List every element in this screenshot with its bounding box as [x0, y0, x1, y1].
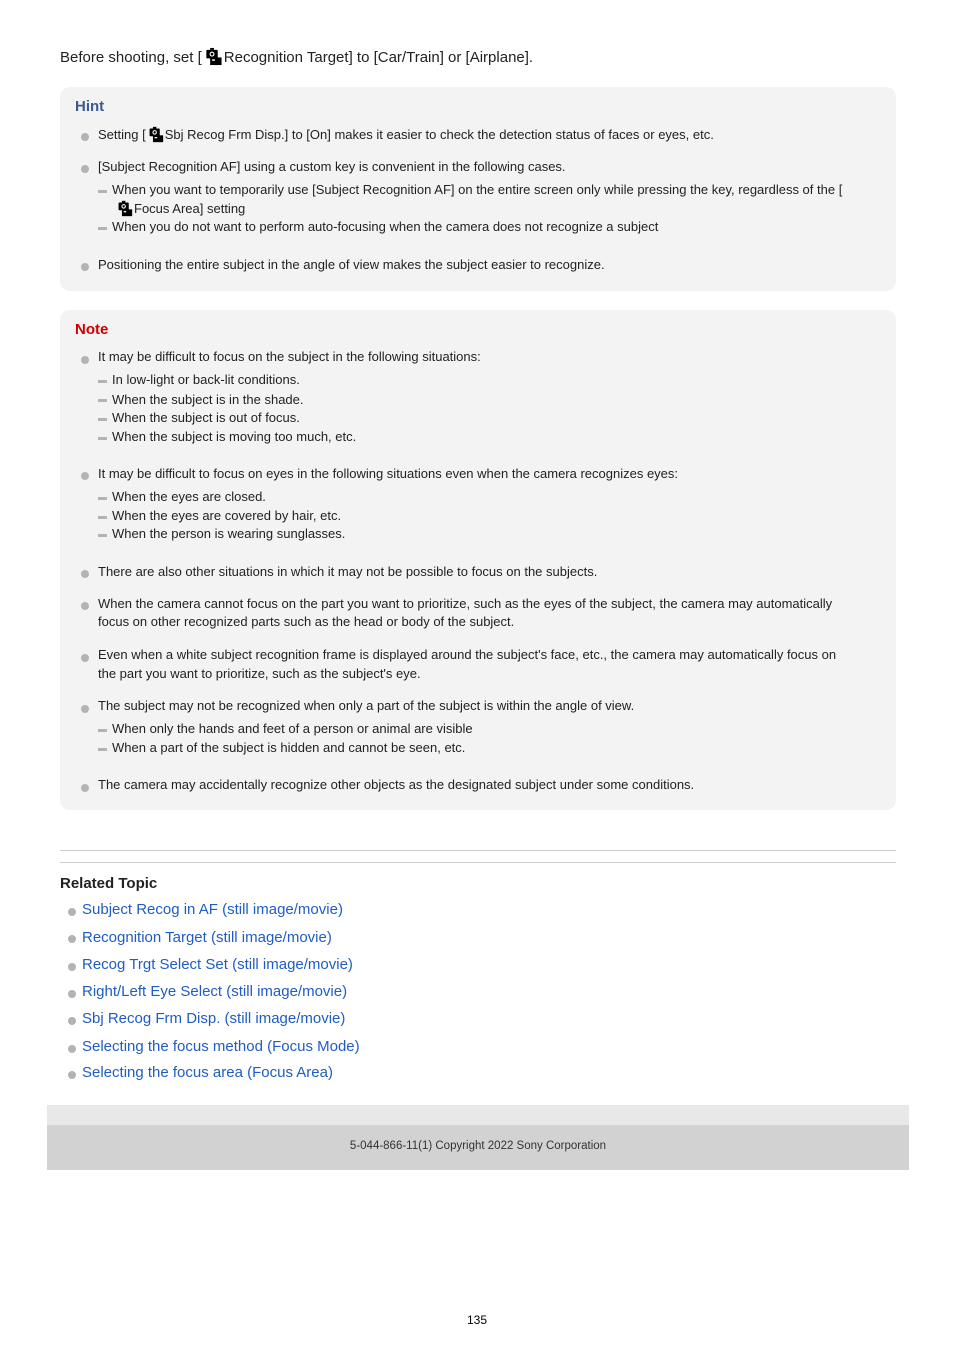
- hint-sub-1-line2-text: Focus Area] setting: [134, 201, 246, 216]
- subject-recognition-camera-icon: [147, 126, 164, 143]
- note-item-2: It may be difficult to focus on eyes in the following situations even when the camera recognizes eyes:: [98, 466, 679, 481]
- bullet-icon: [68, 1045, 76, 1053]
- subject-recognition-camera-icon: [116, 200, 133, 217]
- related-link-focus-mode[interactable]: Selecting the focus method (Focus Mode): [82, 1038, 360, 1055]
- bullet-icon: [81, 784, 89, 792]
- hint-title: Hint: [75, 98, 105, 115]
- dash-icon: [98, 380, 107, 383]
- dash-icon: [98, 437, 107, 440]
- note-item-6-sub-1: When only the hands and feet of a person or animal are visible: [112, 721, 473, 736]
- hint-item-3: Positioning the entire subject in the angle of view makes the subject easier to recognize.: [98, 257, 605, 272]
- bullet-icon: [68, 1017, 76, 1025]
- copyright-text: 5-044-866-11(1) Copyright 2022 Sony Corporation: [349, 1140, 607, 1152]
- bullet-icon: [81, 356, 89, 364]
- footer: [47, 1125, 909, 1170]
- hint-sub-1-line1: When you want to temporarily use [Subject Recognition AF] on the entire screen only while pressing the key, regardless of the [: [112, 182, 843, 197]
- intro-before: Before shooting, set [: [60, 49, 202, 66]
- hint-box: [60, 87, 896, 291]
- bullet-icon: [81, 654, 89, 662]
- dash-icon: [98, 190, 107, 193]
- note-item-1-sub-4: When the subject is moving too much, etc.: [112, 429, 357, 444]
- note-item-6-sub-2: When a part of the subject is hidden and cannot be seen, etc.: [112, 740, 466, 755]
- bullet-icon: [81, 705, 89, 713]
- dash-icon: [98, 534, 107, 537]
- bullet-icon: [81, 602, 89, 610]
- note-item-5-line2: the part you want to prioritize, such as the subject's eye.: [98, 666, 421, 681]
- note-item-2-sub-1: When the eyes are closed.: [112, 489, 266, 504]
- note-item-2-sub-2: When the eyes are covered by hair, etc.: [112, 508, 342, 523]
- related-link-recog-trgt-select-set[interactable]: Recog Trgt Select Set (still image/movie): [82, 956, 353, 973]
- divider: [60, 850, 896, 851]
- intro-text: [60, 47, 533, 66]
- bullet-icon: [81, 472, 89, 480]
- note-title: Note: [75, 321, 109, 338]
- dash-icon: [98, 748, 107, 751]
- intro-after: Recognition Target] to [Car/Train] or [Airplane].: [223, 49, 534, 66]
- dash-icon: [98, 516, 107, 519]
- dash-icon: [98, 399, 107, 402]
- note-box: [60, 310, 896, 810]
- bullet-icon: [68, 1071, 76, 1079]
- note-item-2-sub-3: When the person is wearing sunglasses.: [112, 526, 346, 541]
- note-item-7: The camera may accidentally recognize other objects as the designated subject under some conditions.: [98, 777, 695, 792]
- note-item-3: There are also other situations in which it may not be possible to focus on the subjects.: [98, 564, 598, 579]
- note-item-1-sub-3: When the subject is out of focus.: [112, 410, 300, 425]
- bullet-icon: [81, 133, 89, 141]
- note-item-4-line2: focus on other recognized parts such as the head or body of the subject.: [98, 614, 515, 629]
- note-item-5-line1: Even when a white subject recognition frame is displayed around the subject's face, etc., the camera may automatically focus on: [98, 647, 837, 662]
- bullet-icon: [81, 165, 89, 173]
- related-link-recognition-target[interactable]: Recognition Target (still image/movie): [82, 929, 332, 946]
- dash-icon: [98, 418, 107, 421]
- related-topic-title: Related Topic: [60, 875, 158, 892]
- hint-sub-1-line2: [115, 200, 245, 219]
- bullet-icon: [68, 990, 76, 998]
- bullet-icon: [68, 935, 76, 943]
- hint-sub-2: When you do not want to perform auto-focusing when the camera does not recognize a subject: [112, 219, 659, 234]
- hint-item-1-after: Sbj Recog Frm Disp.] to [On] makes it easier to check the detection status of faces or eyes, etc.: [164, 127, 714, 142]
- bullet-icon: [81, 570, 89, 578]
- divider: [60, 862, 896, 863]
- dash-icon: [98, 729, 107, 732]
- bullet-icon: [68, 963, 76, 971]
- dash-icon: [98, 497, 107, 500]
- hint-item-2: [Subject Recognition AF] using a custom key is convenient in the following cases.: [98, 159, 566, 174]
- note-item-1-sub-2: When the subject is in the shade.: [112, 392, 304, 407]
- subject-recognition-camera-icon: [203, 47, 223, 66]
- footer-top-band: [47, 1105, 909, 1125]
- bullet-icon: [81, 263, 89, 271]
- hint-item-1: [98, 126, 714, 145]
- note-item-4-line1: When the camera cannot focus on the part you want to prioritize, such as the eyes of the subject, the camera may automatically: [98, 596, 833, 611]
- related-link-subject-recog-af[interactable]: Subject Recog in AF (still image/movie): [82, 901, 343, 918]
- bullet-icon: [68, 908, 76, 916]
- note-item-6: The subject may not be recognized when only a part of the subject is within the angle of view.: [98, 698, 635, 713]
- related-link-focus-area[interactable]: Selecting the focus area (Focus Area): [82, 1064, 333, 1081]
- related-link-sbj-recog-frm-disp[interactable]: Sbj Recog Frm Disp. (still image/movie): [82, 1010, 346, 1027]
- related-link-right-left-eye-select[interactable]: Right/Left Eye Select (still image/movie): [82, 983, 348, 1000]
- hint-item-1-before: Setting [: [98, 127, 146, 142]
- note-item-1: It may be difficult to focus on the subject in the following situations:: [98, 349, 481, 364]
- note-item-1-sub-1: In low-light or back-lit conditions.: [112, 372, 300, 387]
- dash-icon: [98, 227, 107, 230]
- page-number: 135: [466, 1313, 488, 1327]
